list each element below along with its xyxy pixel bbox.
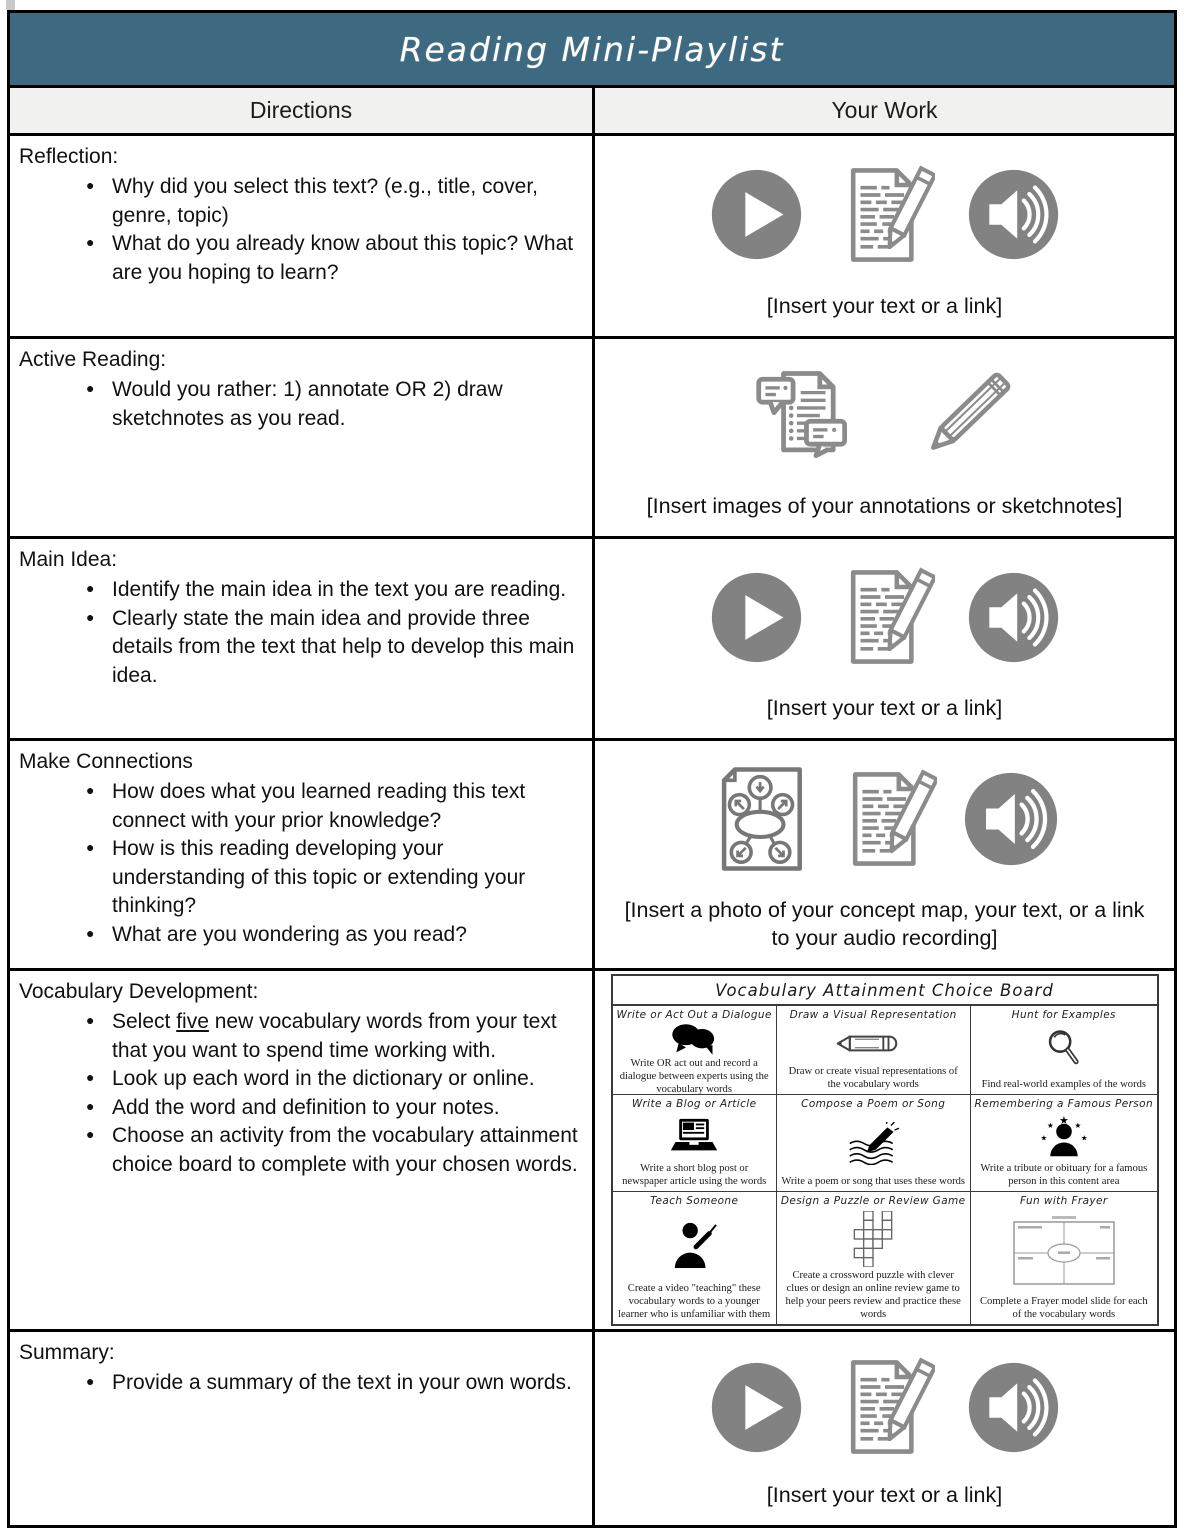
bullet-item: ● How does what you learned reading this text connect with your prior knowledge? xyxy=(86,778,578,835)
pencil-horizontal-icon xyxy=(836,1033,910,1054)
choice-cell-title: Write or Act Out a Dialogue xyxy=(616,1009,772,1021)
row-main-idea xyxy=(10,536,1174,738)
choice-cell-desc: Write OR act out and record a dialogue between experts using the vocabulary words xyxy=(619,1058,769,1095)
summary-directions-cell xyxy=(10,1332,592,1525)
famous-person-icon xyxy=(1038,1115,1090,1159)
choice-cell-desc: Create a crossword puzzle with clever clues or design an online review game to help your peers review and practice these words xyxy=(785,1270,961,1321)
choice-cell-desc: Create a video "teaching" these vocabulary words to a younger learner who is unfamiliar with them xyxy=(618,1283,771,1321)
document-pencil-icon xyxy=(835,1357,935,1457)
section-heading: Summary: xyxy=(19,1341,115,1364)
bullet-text: new vocabulary words from your text that you want to spend time working with. xyxy=(112,1010,557,1062)
laptop-icon xyxy=(669,1117,719,1156)
choice-cell-desc: Find real-world examples of the words xyxy=(981,1079,1147,1091)
row-vocabulary-development xyxy=(10,968,1174,1329)
choice-cell-desc: Write a tribute or obituary for a famous person in this content area xyxy=(980,1163,1148,1188)
section-heading: Main Idea: xyxy=(19,548,118,571)
section-heading: Vocabulary Development: xyxy=(19,980,259,1003)
play-video-icon xyxy=(710,571,803,664)
bullet-item: ● Clearly state the main idea and provide three details from the text that help to develop this main idea. xyxy=(86,605,578,691)
underlined-word: five xyxy=(176,1010,209,1033)
bullet-item: ● Why did you select this text? (e.g., title, cover, genre, topic) xyxy=(86,173,578,230)
bullet-item: ● Identify the main idea in the text you are reading. xyxy=(86,576,578,605)
document-pencil-icon xyxy=(837,769,937,869)
bullet-item: ● How is this reading developing your understanding of this topic or extending your thinking? xyxy=(86,835,578,921)
vocabulary-directions-cell xyxy=(10,971,592,1329)
bullet-item: ● Choose an activity from the vocabulary attainment choice board to complete with your chosen words. xyxy=(86,1122,578,1179)
make-connections-work-cell xyxy=(592,741,1174,968)
bullet-text: Select xyxy=(112,1010,177,1033)
choice-cell-title: Design a Puzzle or Review Game xyxy=(780,1195,966,1207)
choice-board-cell-famous-person xyxy=(971,1095,1158,1192)
work-placeholder-text: [Insert your text or a link] xyxy=(766,696,1003,721)
work-placeholder-text: [Insert your text or a link] xyxy=(766,1483,1003,1508)
make-connections-directions-cell xyxy=(10,741,592,968)
choice-cell-desc: Write a short blog post or newspaper article using the words xyxy=(622,1163,767,1188)
document-pencil-icon xyxy=(835,567,935,667)
choice-board-cell-dialogue xyxy=(613,1006,777,1095)
choice-board-cell-puzzle xyxy=(777,1192,971,1324)
speech-bubbles-icon xyxy=(668,1021,720,1058)
main-idea-work-cell xyxy=(592,539,1174,738)
scan-artifact xyxy=(6,0,15,10)
concept-map-icon xyxy=(711,765,811,873)
annotated-document-icon xyxy=(753,364,858,469)
main-idea-directions-cell xyxy=(10,539,592,738)
choice-cell-desc: Complete a Frayer model slide for each of the vocabulary words xyxy=(979,1296,1148,1321)
frayer-model-icon xyxy=(1012,1216,1116,1288)
your-work-column-header: Your Work xyxy=(592,88,1174,133)
page-title: Reading Mini-Playlist xyxy=(399,29,785,69)
choice-cell-desc: Draw or create visual representations of the vocabulary words xyxy=(788,1066,958,1091)
work-placeholder-text: [Insert a photo of your concept map, your text, or a link to your audio recording] xyxy=(624,898,1145,951)
bullet-item: ● Look up each word in the dictionary or online. xyxy=(86,1065,578,1094)
document-pencil-icon xyxy=(835,165,935,265)
reading-mini-playlist-table xyxy=(7,10,1177,1528)
choice-cell-title: Remembering a Famous Person xyxy=(974,1098,1154,1110)
audio-speaker-icon xyxy=(967,168,1060,261)
choice-cell-title: Hunt for Examples xyxy=(1011,1009,1116,1021)
bullet-item: ● What are you wondering as you read? xyxy=(86,921,578,950)
summary-work-cell xyxy=(592,1332,1174,1525)
row-active-reading xyxy=(10,336,1174,536)
choice-board-cell-teach xyxy=(613,1192,777,1324)
choice-cell-title: Compose a Poem or Song xyxy=(801,1098,946,1110)
choice-cell-title: Fun with Frayer xyxy=(1019,1195,1108,1207)
choice-cell-title: Write a Blog or Article xyxy=(631,1098,757,1110)
audio-speaker-icon xyxy=(967,571,1060,664)
row-summary xyxy=(10,1329,1174,1525)
choice-board-title: Vocabulary Attainment Choice Board xyxy=(613,976,1157,1006)
play-video-icon xyxy=(710,168,803,261)
audio-speaker-icon xyxy=(967,1361,1060,1454)
pencil-icon xyxy=(916,366,1016,466)
choice-board-cell-visual xyxy=(777,1006,971,1095)
choice-board-cell-examples xyxy=(971,1006,1158,1095)
choice-cell-title: Draw a Visual Representation xyxy=(789,1009,957,1021)
reflection-work-cell xyxy=(592,136,1174,336)
bullet-item: ● Provide a summary of the text in your own words. xyxy=(86,1369,578,1398)
play-video-icon xyxy=(710,1361,803,1454)
reflection-directions-cell xyxy=(10,136,592,336)
magnifier-icon xyxy=(1045,1029,1082,1071)
choice-board-cell-blog xyxy=(613,1095,777,1192)
title-bar xyxy=(10,13,1174,85)
row-make-connections xyxy=(10,738,1174,968)
work-placeholder-text: [Insert images of your annotations or sketchnotes] xyxy=(646,494,1123,519)
choice-board-cell-frayer xyxy=(971,1192,1158,1324)
choice-cell-desc: Write a poem or song that uses these words xyxy=(781,1176,966,1188)
active-reading-work-cell xyxy=(592,339,1174,536)
bullet-item: ● Add the word and definition to your notes. xyxy=(86,1094,578,1123)
section-heading: Active Reading: xyxy=(19,348,167,371)
choice-cell-title: Teach Someone xyxy=(650,1195,739,1207)
bullet-item: ● Would you rather: 1) annotate OR 2) draw sketchnotes as you read. xyxy=(86,376,578,433)
music-pen-icon xyxy=(844,1122,902,1165)
vocabulary-work-cell xyxy=(592,971,1174,1329)
directions-column-header: Directions xyxy=(249,97,353,123)
section-heading: Reflection: xyxy=(19,145,119,168)
row-reflection xyxy=(10,133,1174,336)
bullet-item xyxy=(86,1008,578,1065)
vocabulary-attainment-choice-board xyxy=(611,974,1159,1326)
column-header-row xyxy=(10,85,1174,133)
crossword-icon xyxy=(845,1211,901,1267)
section-heading: Make Connections xyxy=(19,750,193,773)
bullet-item: ● What do you already know about this topic? What are you hoping to learn? xyxy=(86,230,578,287)
teacher-icon xyxy=(668,1221,720,1269)
active-reading-directions-cell xyxy=(10,339,592,536)
work-placeholder-text: [Insert your text or a link] xyxy=(766,294,1003,319)
choice-board-cell-poem xyxy=(777,1095,971,1192)
audio-speaker-icon xyxy=(963,771,1059,867)
